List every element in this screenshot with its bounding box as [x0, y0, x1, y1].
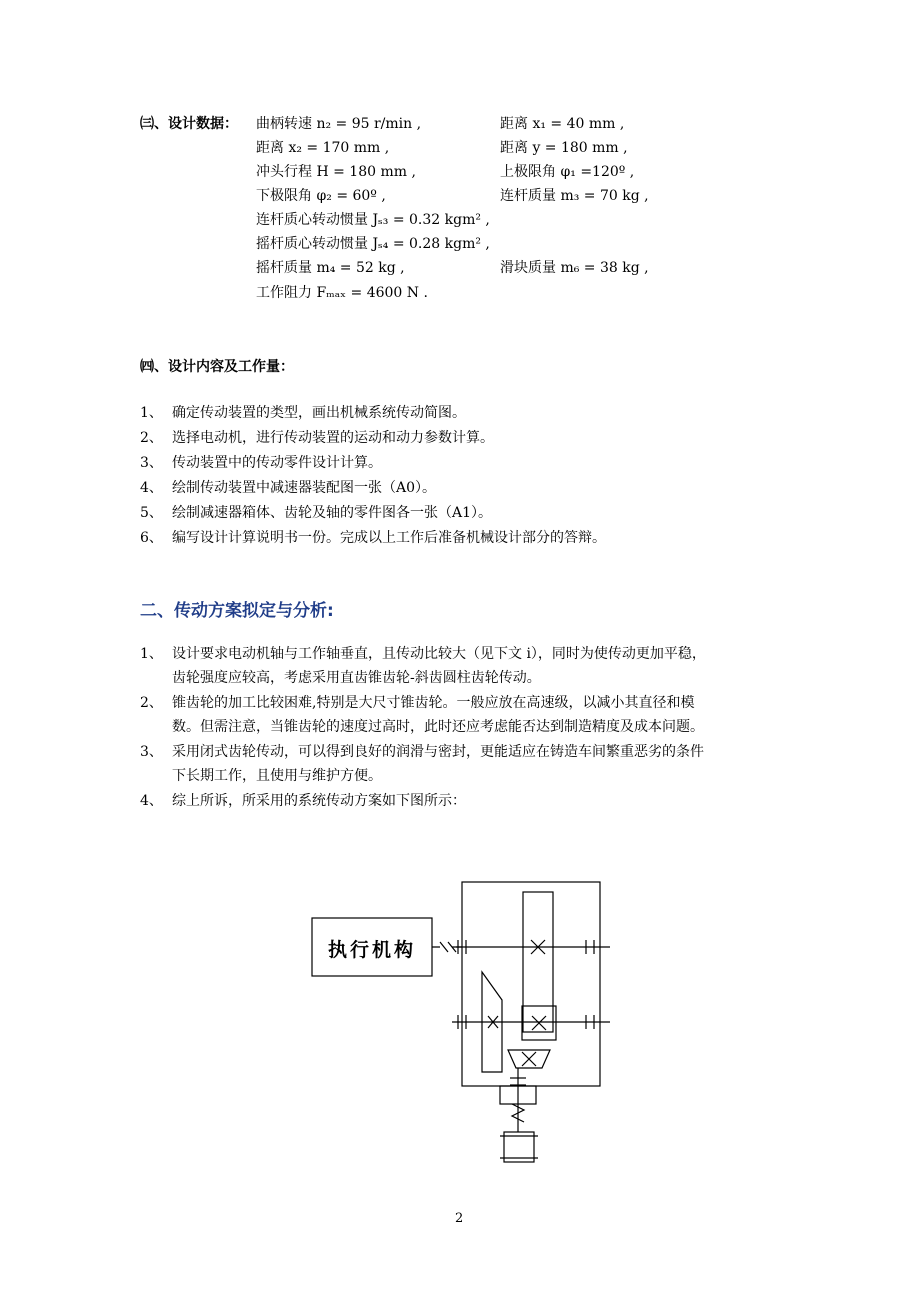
list-item: 编写设计计算说明书一份。完成以上工作后准备机械设计部分的答辩。	[172, 530, 606, 546]
design-data-item: 下极限角 φ₂ = 60º ,	[256, 188, 386, 204]
scheme-heading: 二、传动方案拟定与分析:	[140, 601, 334, 621]
list-item-number: 1、	[140, 405, 163, 421]
list-item: 传动装置中的传动零件设计计算。	[172, 455, 382, 471]
design-data-item: 摇杆质心转动惯量 Jₛ₄ = 0.28 kgm² ,	[256, 236, 490, 252]
design-data-item: 连杆质心转动惯量 Jₛ₃ = 0.32 kgm² ,	[256, 212, 490, 228]
list-item: 确定传动装置的类型，画出机械系统传动简图。	[172, 405, 466, 421]
page-number: 2	[455, 1211, 464, 1226]
design-data-item: 摇杆质量 m₄ = 52 kg ,	[256, 260, 405, 276]
design-data-item: 冲头行程 H = 180 mm ,	[256, 164, 416, 180]
list-item-number: 2、	[140, 430, 163, 446]
list-item-number: 2、	[140, 695, 163, 711]
list-item: 锥齿轮的加工比较困难,特别是大尺寸锥齿轮。一般应放在高速级，以减小其直径和模	[172, 695, 695, 711]
gearbox-housing	[462, 882, 600, 1086]
list-item: 选择电动机，进行传动装置的运动和动力参数计算。	[172, 430, 494, 446]
list-item-number: 6、	[140, 530, 163, 546]
design-data-item: 距离 x₂ = 170 mm ,	[256, 140, 390, 156]
list-item: 采用闭式齿轮传动，可以得到良好的润滑与密封，更能适应在铸造车间繁重恶劣的条件	[172, 744, 704, 760]
list-item: 设计要求电动机轴与工作轴垂直，且传动比较大（见下文 i），同时为使传动更加平稳，	[172, 646, 706, 662]
list-item-number: 4、	[140, 793, 163, 809]
large-helical-gear	[523, 892, 553, 1032]
pinion-cross-mark	[532, 1016, 546, 1030]
list-item: 综上所诉，所采用的系统传动方案如下图所示：	[172, 793, 466, 809]
design-data-item: 距离 x₁ = 40 mm ,	[500, 116, 625, 132]
design-data-heading: ㈢、设计数据：	[140, 116, 238, 132]
design-data-item: 上极限角 φ₁ =120º ,	[500, 164, 635, 180]
design-data-item: 滑块质量 m₆ = 38 kg ,	[500, 260, 649, 276]
list-item-number: 4、	[140, 480, 163, 496]
list-item-number: 1、	[140, 646, 163, 662]
design-data-item: 距离 y = 180 mm ,	[500, 140, 628, 156]
design-content-heading: ㈣、设计内容及工作量：	[140, 359, 294, 375]
list-item: 下长期工作，且使用与维护方便。	[172, 768, 382, 784]
list-item: 绘制传动装置中减速器装配图一张（A0）。	[172, 480, 437, 496]
list-item-number: 5、	[140, 505, 163, 521]
transmission-diagram	[290, 860, 630, 1170]
design-data-item: 曲柄转速 n₂ = 95 r/min ,	[256, 116, 422, 132]
list-item: 数。但需注意，当锥齿轮的速度过高时，此时还应考虑能否达到制造精度及成本问题。	[172, 719, 704, 735]
list-item: 绘制减速器箱体、齿轮及轴的零件图各一张（A1）。	[172, 505, 493, 521]
actuator-label: 执行机构	[327, 939, 417, 961]
small-bevel-cross-mark	[522, 1052, 536, 1066]
design-data-item: 工作阻力 Fₘₐₓ = 4600 N .	[256, 285, 428, 301]
list-item-number: 3、	[140, 744, 163, 760]
input-coupling	[512, 1104, 524, 1122]
design-data-item: 连杆质量 m₃ = 70 kg ,	[500, 188, 649, 204]
list-item: 齿轮强度应较高，考虑采用直齿锥齿轮-斜齿圆柱齿轮传动。	[172, 670, 541, 686]
list-item-number: 3、	[140, 455, 163, 471]
